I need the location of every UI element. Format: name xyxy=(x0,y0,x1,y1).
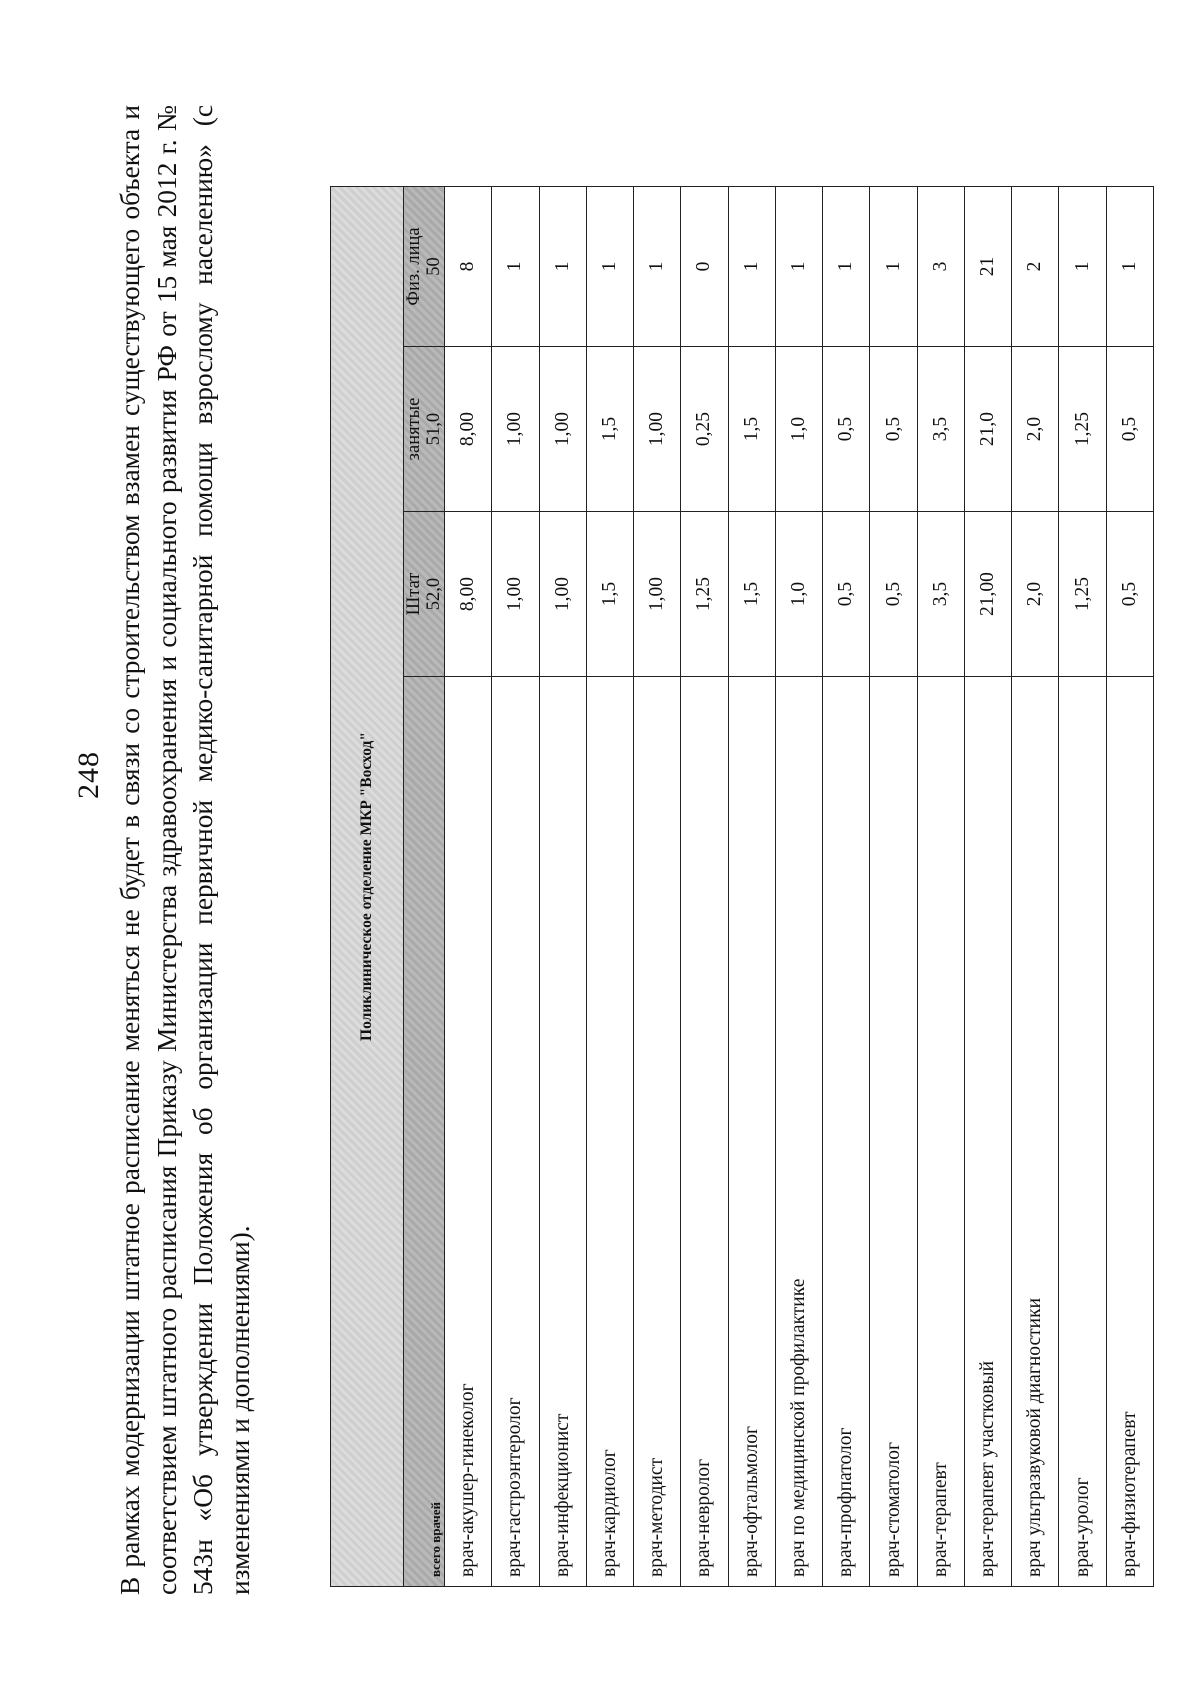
row-fiz: 2 xyxy=(1012,187,1059,347)
row-zanyatye: 0,5 xyxy=(1106,347,1153,512)
total-shtat: 52,0 xyxy=(424,577,444,611)
staffing-table xyxy=(330,186,1154,1587)
table-row xyxy=(1059,187,1106,1587)
table-row xyxy=(775,187,822,1587)
total-label: всего врачей xyxy=(404,677,445,1587)
page-number: 248 xyxy=(72,751,105,799)
row-name: врач-методист xyxy=(634,677,681,1587)
row-shtat: 1,00 xyxy=(539,512,586,677)
row-zanyatye: 21,0 xyxy=(964,347,1011,512)
row-shtat: 21,00 xyxy=(964,512,1011,677)
row-shtat: 1,25 xyxy=(1059,512,1106,677)
row-zanyatye: 1,5 xyxy=(586,347,633,512)
row-fiz: 1 xyxy=(728,187,775,347)
row-shtat: 0,5 xyxy=(823,512,870,677)
row-fiz: 21 xyxy=(964,187,1011,347)
row-zanyatye: 2,0 xyxy=(1012,347,1059,512)
row-name: врач-невролог xyxy=(681,677,728,1587)
row-zanyatye: 1,25 xyxy=(1059,347,1106,512)
row-name: врач-гастроэнтеролог xyxy=(492,677,539,1587)
table-row xyxy=(964,187,1011,1587)
row-zanyatye: 0,5 xyxy=(823,347,870,512)
row-shtat: 3,5 xyxy=(917,512,964,677)
column-header-fiz: Физ. лица xyxy=(404,227,424,306)
table-title-row xyxy=(331,187,404,1587)
row-fiz: 1 xyxy=(539,187,586,347)
row-shtat: 8,00 xyxy=(445,512,492,677)
column-header-shtat: Штат xyxy=(404,572,424,616)
row-name: врач-профпатолог xyxy=(823,677,870,1587)
row-shtat: 1,5 xyxy=(728,512,775,677)
row-fiz: 1 xyxy=(586,187,633,347)
row-shtat: 1,00 xyxy=(492,512,539,677)
header-zanyatye xyxy=(404,347,445,512)
column-header-zanyatye: занятые xyxy=(404,397,424,461)
row-fiz: 1 xyxy=(1059,187,1106,347)
row-zanyatye: 8,00 xyxy=(445,347,492,512)
table-row xyxy=(1106,187,1153,1587)
row-zanyatye: 0,5 xyxy=(870,347,917,512)
row-name: врач-акушер-гинеколог xyxy=(445,677,492,1587)
row-fiz: 1 xyxy=(1106,187,1153,347)
row-fiz: 1 xyxy=(775,187,822,347)
header-shtat xyxy=(404,512,445,677)
table-row xyxy=(870,187,917,1587)
total-fiz: 50 xyxy=(424,257,444,276)
row-zanyatye: 1,5 xyxy=(728,347,775,512)
table-row xyxy=(586,187,633,1587)
row-fiz: 1 xyxy=(823,187,870,347)
row-fiz: 1 xyxy=(492,187,539,347)
table-row xyxy=(492,187,539,1587)
row-zanyatye: 1,00 xyxy=(492,347,539,512)
table-header-row xyxy=(404,187,445,1587)
row-name: врач-инфекционист xyxy=(539,677,586,1587)
table-row xyxy=(445,187,492,1587)
row-shtat: 0,5 xyxy=(870,512,917,677)
row-name: врач-офтальмолог xyxy=(728,677,775,1587)
table-row xyxy=(539,187,586,1587)
row-shtat: 2,0 xyxy=(1012,512,1059,677)
row-shtat: 1,00 xyxy=(634,512,681,677)
row-name: врач-кардиолог xyxy=(586,677,633,1587)
row-zanyatye: 3,5 xyxy=(917,347,964,512)
row-name: врач-терапевт xyxy=(917,677,964,1587)
table-row xyxy=(1012,187,1059,1587)
row-fiz: 0 xyxy=(681,187,728,347)
table-row xyxy=(634,187,681,1587)
row-name: врач-стоматолог xyxy=(870,677,917,1587)
row-zanyatye: 1,00 xyxy=(539,347,586,512)
row-zanyatye: 1,0 xyxy=(775,347,822,512)
row-name: врач ультразвуковой диагностики xyxy=(1012,677,1059,1587)
row-name: врач по медицинской профилактике xyxy=(775,677,822,1587)
row-fiz: 8 xyxy=(445,187,492,347)
row-zanyatye: 1,00 xyxy=(634,347,681,512)
total-zanyatye: 51,0 xyxy=(424,412,444,446)
table-title: Поликлиническое отделение МКР "Восход" xyxy=(331,187,404,1587)
row-zanyatye: 0,25 xyxy=(681,347,728,512)
table-row xyxy=(823,187,870,1587)
row-fiz: 3 xyxy=(917,187,964,347)
row-shtat: 1,25 xyxy=(681,512,728,677)
row-name: врач-уролог xyxy=(1059,677,1106,1587)
row-shtat: 0,5 xyxy=(1106,512,1153,677)
intro-paragraph: В рамках модернизации штатное расписание меняться не будет в связи со строительством взамен существующего объекта и соответствием штатного расписания Приказу Министерства здравоохранения и социального развития РФ от 15 мая 2012 г. № 543н «Об утверждении Положения об организации первичной медико-санитарной помощи взрослому населению» (с изменениями и дополнениями). xyxy=(115,105,255,1595)
row-shtat: 1,0 xyxy=(775,512,822,677)
table-row xyxy=(917,187,964,1587)
row-shtat: 1,5 xyxy=(586,512,633,677)
header-fiz xyxy=(404,187,445,347)
row-fiz: 1 xyxy=(634,187,681,347)
row-name: врач-физиотерапевт xyxy=(1106,677,1153,1587)
table-row xyxy=(728,187,775,1587)
row-name: врач-терапевт участковый xyxy=(964,677,1011,1587)
row-fiz: 1 xyxy=(870,187,917,347)
table-row xyxy=(681,187,728,1587)
